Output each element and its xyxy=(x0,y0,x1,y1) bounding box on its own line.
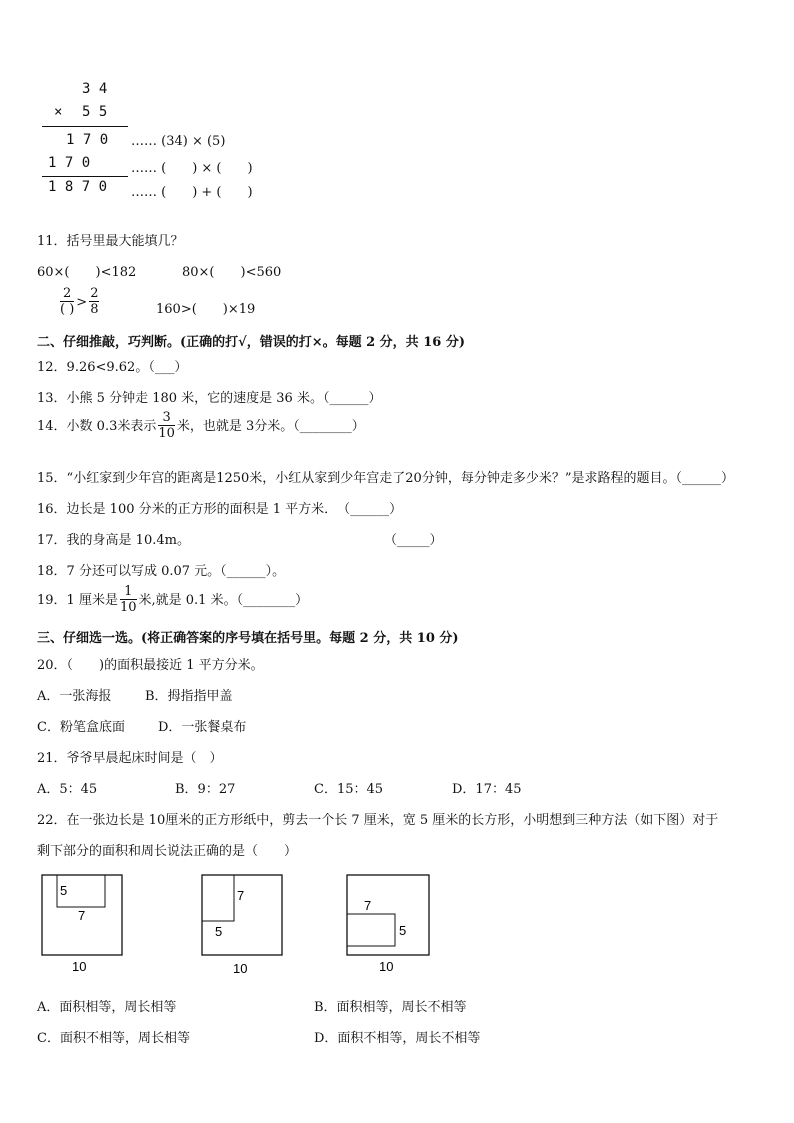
calc-row2: 5 5 xyxy=(82,104,108,120)
q11-item-c: $\frac{2}{( )}$ > $\frac{2}{8}$ xyxy=(60,286,99,317)
figure-1-label-7: 7 xyxy=(78,908,86,923)
calc-rule-2 xyxy=(42,176,128,177)
figure-2-label-10: 10 xyxy=(233,961,248,976)
q11-title: 11．括号里最大能填几？ xyxy=(37,234,184,249)
calc-row3: 1 7 0 xyxy=(66,132,109,148)
q20-option-a: A．一张海报 xyxy=(37,689,112,704)
q14-fraction: $\frac{3}{10}$ xyxy=(158,410,175,441)
q16: 16．边长是 100 分米的正方形的面积是 1 平方米． （______） xyxy=(37,502,403,517)
figure-2-square xyxy=(202,875,282,955)
figure-3 xyxy=(347,875,429,974)
calc-row1: 3 4 xyxy=(82,81,108,97)
calc-rule-1 xyxy=(42,126,128,127)
calc-row4: 1 7 0 xyxy=(48,155,91,171)
q22-option-a: A．面积相等，周长相等 xyxy=(37,1000,177,1015)
q11-item-d: 160>( )×19 xyxy=(156,302,256,317)
q11-fraction-right: $\frac{2}{8}$ xyxy=(90,286,99,317)
q22-option-d: D．面积不相等，周长不相等 xyxy=(314,1031,481,1046)
q17: 17．我的身高是 10.4m。 xyxy=(37,533,190,548)
calc-multiply-sign: × xyxy=(54,104,63,120)
figure-3-label-5: 5 xyxy=(399,923,407,938)
q11-item-b: 80×( )<560 xyxy=(182,265,282,280)
calc-row5-note: …… ( ) + ( ) xyxy=(131,185,253,200)
figure-2-label-5: 5 xyxy=(215,924,223,939)
figure-3-label-7: 7 xyxy=(364,898,372,913)
q22-option-b: B．面积相等，周长不相等 xyxy=(314,1000,467,1015)
q21-option-c: C．15：45 xyxy=(314,782,384,797)
q19: 19．1 厘米是 $\frac{1}{10}$ 米,就是 0.1 米。（________） xyxy=(37,584,309,615)
q21-option-d: D．17：45 xyxy=(452,782,522,797)
q20-option-c: C．粉笔盒底面 xyxy=(37,720,125,735)
q15: 15．“小红家到少年宫的距离是1250米，小红从家到少年宫走了20分钟，每分钟走多少米？”是求路程的题目。（______） xyxy=(37,471,734,486)
figure-1-label-10: 10 xyxy=(72,959,87,974)
figure-1 xyxy=(42,875,122,974)
figure-2-label-7: 7 xyxy=(237,888,245,903)
q12: 12．9.26<9.62。（___） xyxy=(37,360,188,375)
q17-blank: （_____） xyxy=(384,533,443,548)
figure-2 xyxy=(202,875,282,976)
figure-2-cutout xyxy=(202,875,234,921)
calc-row3-note: …… (34) × (5) xyxy=(131,134,226,149)
section2-heading: 二、仔细推敲，巧判断。(正确的打√，错误的打×。每题 2 分，共 16 分) xyxy=(37,335,465,350)
q13: 13．小熊 5 分钟走 180 米，它的速度是 36 米。（______） xyxy=(37,391,382,406)
q14: 14．小数 0.3米表示 $\frac{3}{10}$ 米，也就是 3分米。（________） xyxy=(37,410,365,441)
q11-fraction-left: $\frac{2}{( )}$ xyxy=(60,286,75,317)
q21-option-a: A．5：45 xyxy=(37,782,98,797)
q19-fraction: $\frac{1}{10}$ xyxy=(119,584,137,615)
q11-item-a: 60×( )<182 xyxy=(37,265,137,280)
q20: 20．（ )的面积最接近 1 平方分米。 xyxy=(37,658,264,673)
q22-line2: 剩下部分的面积和周长说法正确的是（ ） xyxy=(37,844,298,859)
calc-row4-note: …… ( ) × ( ) xyxy=(131,161,253,176)
q22-line1: 22．在一张边长是 10厘米的正方形纸中，剪去一个长 7 厘米，宽 5 厘米的长方形，小明想到三种方法（如下图）对于 xyxy=(37,813,719,828)
q21: 21．爷爷早晨起床时间是（ ） xyxy=(37,751,223,766)
section3-heading: 三、仔细选一选。(将正确答案的序号填在括号里。每题 2 分，共 10 分) xyxy=(37,631,459,646)
q22-figures xyxy=(0,860,794,985)
figure-3-square xyxy=(347,875,429,955)
figure-1-label-5: 5 xyxy=(60,883,68,898)
q21-option-b: B．9：27 xyxy=(175,782,236,797)
q20-option-b: B．拇指指甲盖 xyxy=(145,689,233,704)
q22-option-c: C．面积不相等，周长相等 xyxy=(37,1031,190,1046)
q20-option-d: D．一张餐桌布 xyxy=(158,720,247,735)
figure-3-label-10: 10 xyxy=(379,959,394,974)
q18: 18．7 分还可以写成 0.07 元。（______）。 xyxy=(37,564,286,579)
calc-row5: 1 8 7 0 xyxy=(48,179,108,195)
figure-3-cutout xyxy=(347,914,395,946)
